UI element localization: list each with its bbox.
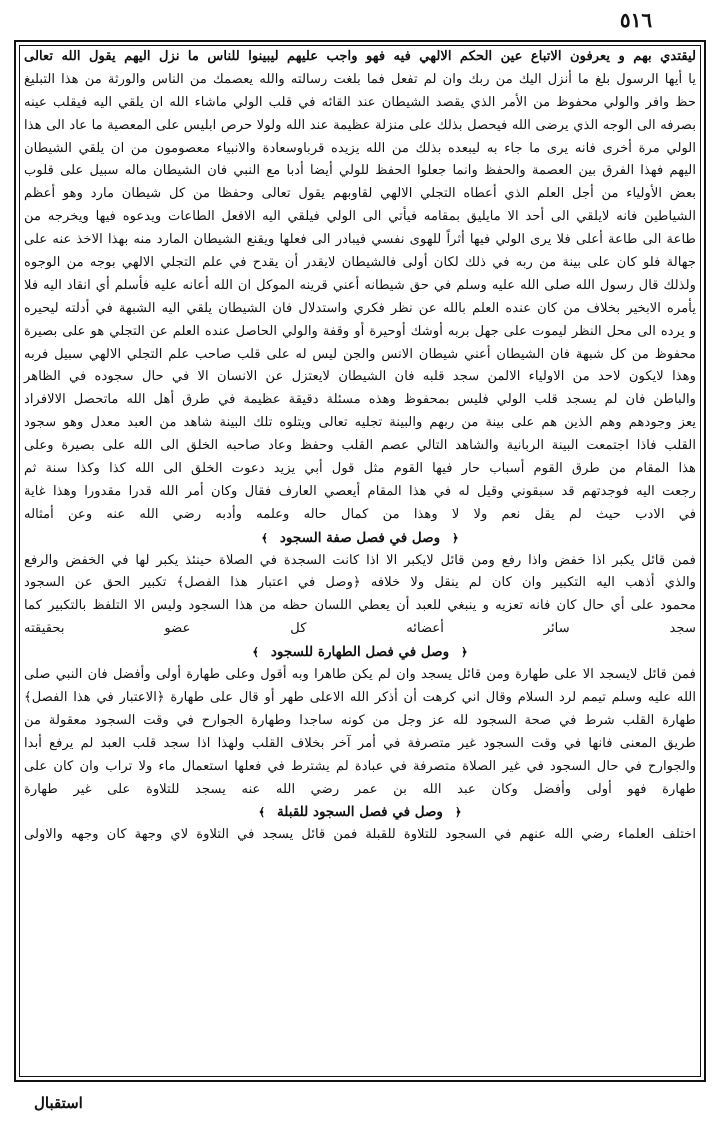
text-line: الولي مرة أخرى فانه يرى ما جاء به ليبعده بذلك من الله يزيده قرباوسعادة والانبياء معصومون من ان يلقي الشيطان: [24, 140, 696, 156]
text-line: سجد سائر أعضائه كل عضو بحقيقته: [24, 621, 696, 637]
text-line: وهذا لايكون لاحد من الاولياء الالمن سجد قلبه فان الشيطان لايعتزل عن الانسان الا في حال سجوده في الظاهر: [24, 369, 696, 385]
text-line: طريق المعنى فانها في وقت السجود غير متصرفة في أمر آخر بخلاف القلب ولهذا اذا سجد قلب العبد لم يرفع أبدا: [24, 735, 696, 751]
text-body: [22, 46, 698, 1076]
text-line: و يرده الى محل النظر ليموت على جهل بربه أوشك أوحيرة أو وقفة والولي الحاصل عنده العلم عن التجلي هو على بصيرة: [24, 323, 696, 339]
page-number: ٥١٦: [619, 8, 653, 32]
ornament-icon: ﴿: [454, 806, 462, 820]
catchword: استقبال: [34, 1094, 83, 1112]
ornament-icon: ﴾: [258, 806, 266, 820]
text-line: طهارة فهو أولى وأفضل وكان عبد الله بن عمر رضي الله عنه يسجد للتلاوة على غير طهارة: [24, 781, 696, 797]
text-line: الله عليه وسلم تيمم لرد السلام وقال اني كرهت أن أذكر الله الاعلى طهر أو قال على طهارة ﴿الاعتبار في هذا الفصل﴾: [24, 689, 696, 705]
text-line: بصرفه الى الوجه الذي يرضى الله فيحصل بذلك على منزلة عظيمة عند الله ولولا حرص ابليس على المعصية ما عاد الى هذا: [24, 117, 696, 133]
heading-text: وصل في فصل الطهارة للسجود: [270, 644, 450, 661]
paragraph-block-2: [22, 550, 698, 642]
text-line: محمود على أي حال كان فانه تعزيه و ينبغي للعبد أن يعطي اللسان حظه من هذا السجود وليس الا التلفظ بالتكبير كما: [24, 598, 696, 614]
paragraph-block-1: [22, 46, 698, 527]
text-line: القلب فاذا اجتمعت البينة الربانية والشاهد التالي عصم القلب وحفظ وعاد صاحبه الخلق الى الله على بصيرة وعلى: [24, 438, 696, 454]
ornament-icon: ﴾: [261, 531, 268, 545]
text-line: اليهم فهذا الفرق بين العصمة والحفظ وانما جعلوا الحفظ للولي أيضا أدبا مع النبي فان الشيطان ماله سبيل على قلوب: [24, 163, 696, 179]
section-heading-purity: [22, 641, 698, 664]
text-line: ولذلك قال رسول الله صلى الله عليه وسلم في حق شيطانه أعني قرينه الموكل ان الله أعانه عليه فأسلم أي انقاد اليه فلا: [24, 277, 696, 293]
text-line: حظ وافر والولي محفوظ من الأمر الذي يقصد الشيطان عند القائه في قلب الولي ماشاء الله ان يلقي اليه فيقلب عينه: [24, 94, 696, 110]
heading-text: وصل في فصل السجود للقبلة: [277, 804, 443, 821]
section-heading-qibla: [22, 801, 698, 824]
text-line: جهالة فلو كان على بينة من ربه في ذلك لكان أولى فالشيطان لايقدر أن يقدح في علم التجلي الالهي بوجه من الوجوه: [24, 255, 696, 271]
text-line: اختلف العلماء رضي الله عنهم في السجود للتلاوة للقبلة فمن قائل يسجد في التلاوة لاي وجهة كان وجهه والاولى: [24, 827, 696, 843]
ornament-icon: ﴾: [252, 646, 259, 660]
text-line: فمن قائل لايسجد الا على طهارة ومن قائل يسجد وان لم يكن طاهرا وبه أقول وعلى طهارة أولى وأفضل فان النبي صلى: [24, 667, 696, 683]
text-line: الشياطين فانه لايلقي الى أحد الا مايليق بمقامه فيأتي الى الولي فيلقي اليه الافعل الطاعات ويدعوه فيها ويخرجه من: [24, 209, 696, 225]
text-line: والباطن فان لم يسجد قلب الولي فليس بمحفوظ وهذه مسئلة دقيقة عظيمة في طرق أهل الله ماتحصل الالافراد: [24, 392, 696, 408]
text-line: بعض الأولياء من أجل العلم الذي أعطاه التجلي الالهي لقاوبهم يقول تعالى وحفظا من كل شيطان مارد وهو أعظم: [24, 186, 696, 202]
ornament-icon: ﴿: [452, 531, 459, 545]
heading-text: وصل في فصل صفة السجود: [279, 529, 441, 546]
text-line: والذي أذهب اليه التكبير وان كان لم ينقل ولا خلافه ﴿وصل في اعتبار هذا الفصل﴾ تكبير الحق عن السجود: [24, 575, 696, 591]
paragraph-block-4: [22, 824, 698, 847]
text-line: والجوارح في حال السجود في غير الصلاة متصرفة في عبادة لم يشترط في فعلها استعمال ماء ولا تراب وان كان على: [24, 758, 696, 774]
text-line: يعز وجودهم وهم الذين هم على بينة من ربهم والبينة تجليه تعالى ويتلوه تلك البينة شاهد من العبد معدل وهو سجود: [24, 415, 696, 431]
text-line: محفوظ من كل شبهة فان الشيطان أعني شيطان الانس والجن ليس له على قلب صاحب علم التجلي الالهي سبيل فربه: [24, 346, 696, 362]
text-line: طاعة الى طاعة أعلى فلا يرى الولي فيها أثراً للهوى نفسي فيبادر الى فعلها ويقنع الشيطان المارد منه بهذا الاخذ عنه على: [24, 232, 696, 248]
text-line: فمن قائل يكبر اذا خفض واذا رفع ومن قائل لايكبر الا اذا كانت السجدة في الصلاة حينئذ يكبر لها في الخفض والرفع: [24, 552, 696, 568]
paragraph-block-3: [22, 664, 698, 801]
section-heading-prostration-form: [22, 527, 698, 550]
text-line: يأمره الابخير بخلاف من كان عنده العلم بالله عن نظر فكري واستدلال فان الشيطان يلقي اليه الشبهة في أدلته ليحيره: [24, 300, 696, 316]
text-line: في الادب حيث لم يقل نعم ولا لا وهذا من كمال حاله وعلمه وأدبه رضي الله عنه وعن أمثاله: [24, 506, 696, 522]
text-line: ليقتدي بهم و يعرفون الاتباع عين الحكم الالهي فيه فهو واجب عليهم ليبينوا للناس ما نزل اليهم يقول الله تعالى: [24, 49, 696, 64]
text-line: رجعت اليه فوجدتهم قد سبقوني وقيل له في هذا المقام أيعصي العارف فقال وكان أمر الله قدرا مقدورا وهذا غاية: [24, 483, 696, 499]
text-line: يا أيها الرسول بلغ ما أنزل اليك من ربك وان لم تفعل فما بلغت رسالته والله يعصمك من الناس والورثة من هذا التبليغ: [24, 71, 696, 87]
ornament-icon: ﴿: [461, 646, 468, 660]
text-line: هذا المقام من طرق القوم أسباب حار فيها القوم مثل قول أبي يزيد دعوت الخلق الى الله كذا وكذا سنة ثم: [24, 461, 696, 477]
text-line: طهارة القلب شرط في صحة السجود لله عز وجل من كونه ساجدا وطهارة الجوارح في وقت السجود معقولة من: [24, 712, 696, 728]
